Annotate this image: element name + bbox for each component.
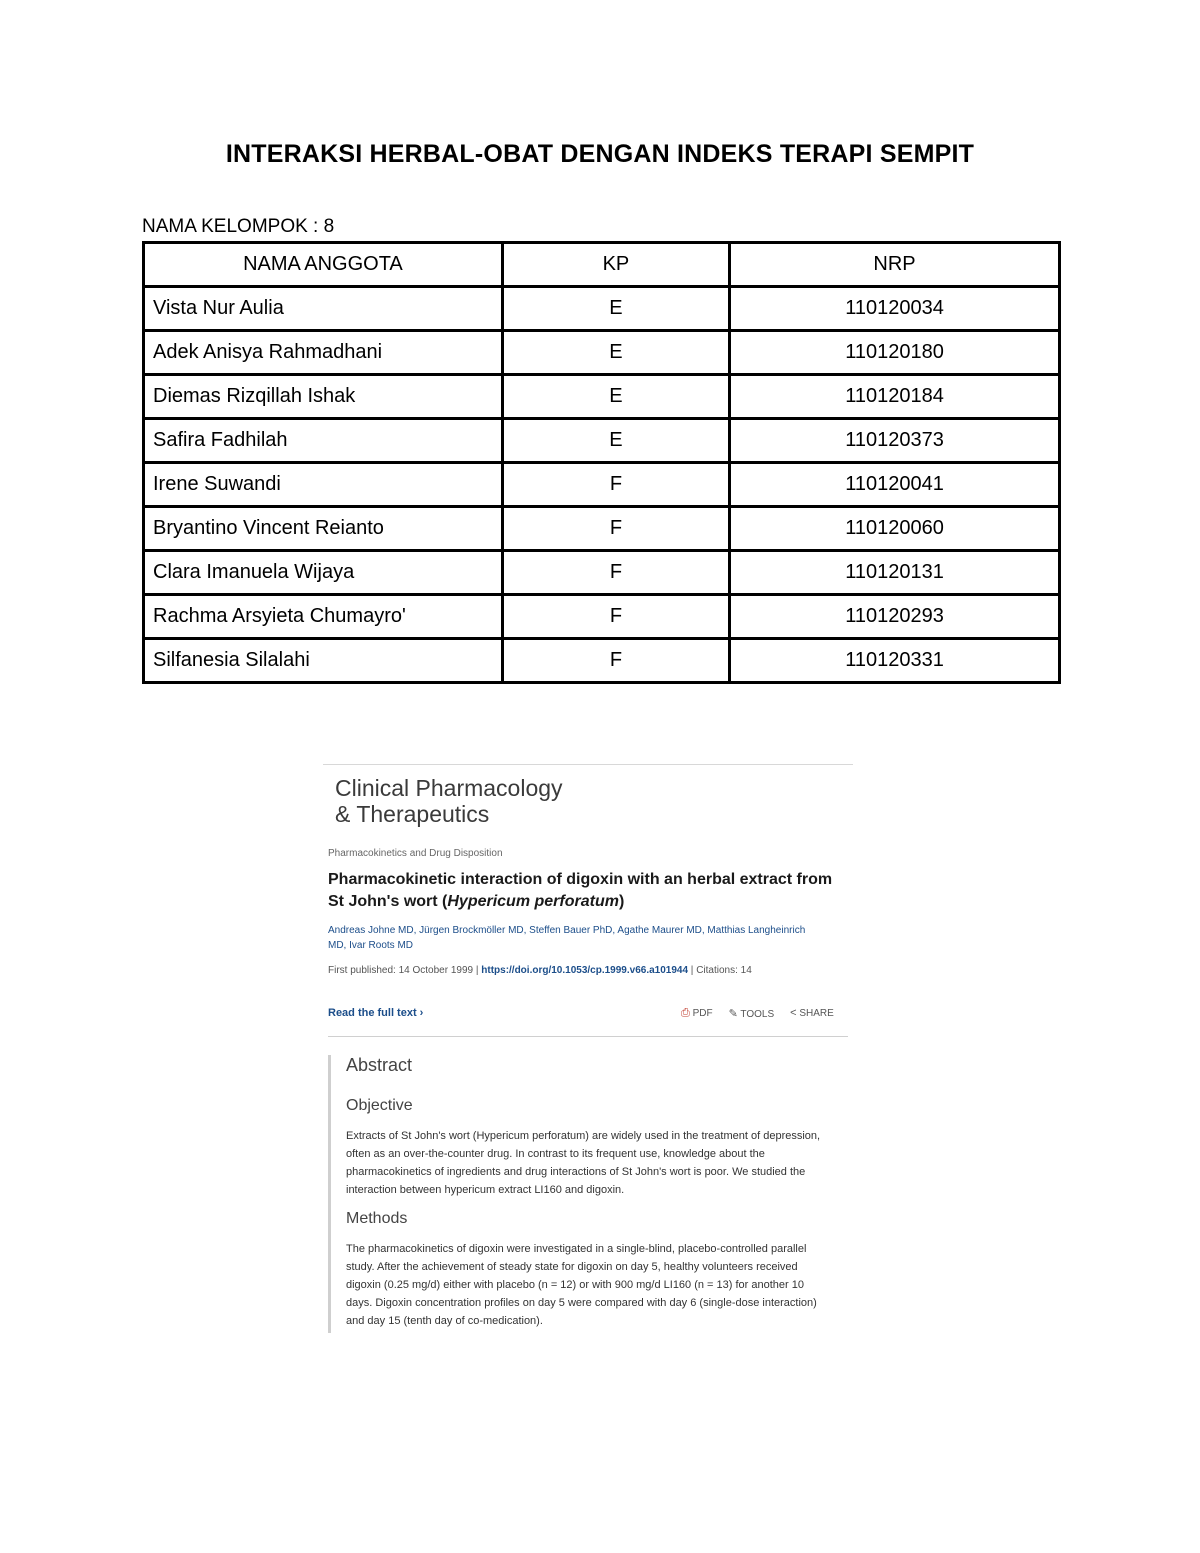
pdf-icon: ⎙ <box>681 1007 690 1019</box>
member-nrp: 110120180 <box>730 331 1060 375</box>
member-kp: F <box>502 463 729 507</box>
member-kp: E <box>502 287 729 331</box>
share-button[interactable]: < SHARE <box>790 1007 834 1019</box>
member-kp: F <box>502 639 729 683</box>
journal-name: Clinical Pharmacology & Therapeutics <box>335 775 563 827</box>
member-nrp: 110120331 <box>730 639 1060 683</box>
member-kp: E <box>502 419 729 463</box>
table-row <box>144 419 1060 463</box>
divider <box>328 1036 848 1037</box>
group-label: NAMA KELOMPOK : 8 <box>142 216 335 237</box>
member-name: Irene Suwandi <box>144 463 503 507</box>
article-screenshot <box>323 764 853 1333</box>
article-tools <box>681 1007 834 1020</box>
member-name: Vista Nur Aulia <box>144 287 503 331</box>
member-kp: F <box>502 507 729 551</box>
table-row <box>144 507 1060 551</box>
member-nrp: 110120131 <box>730 551 1060 595</box>
table-row <box>144 463 1060 507</box>
table-row <box>144 551 1060 595</box>
objective-heading: Objective <box>346 1097 413 1114</box>
table-row <box>144 287 1060 331</box>
member-nrp: 110120184 <box>730 375 1060 419</box>
header-name: NAMA ANGGOTA <box>144 243 503 287</box>
member-kp: E <box>502 375 729 419</box>
abstract-section <box>328 1055 843 1333</box>
article-authors[interactable]: Andreas Johne MD, Jürgen Brockmöller MD, Steffen Bauer PhD, Agathe Maurer MD, Matthias Langheinrich MD, Ivar Roots MD <box>328 925 806 951</box>
member-kp: E <box>502 331 729 375</box>
member-name: Diemas Rizqillah Ishak <box>144 375 503 419</box>
member-name: Rachma Arsyieta Chumayro' <box>144 595 503 639</box>
member-name: Clara Imanuela Wijaya <box>144 551 503 595</box>
read-full-text-link[interactable]: Read the full text › <box>328 1007 424 1019</box>
header-nrp: NRP <box>730 243 1060 287</box>
member-name: Adek Anisya Rahmadhani <box>144 331 503 375</box>
table-row <box>144 639 1060 683</box>
table-row <box>144 595 1060 639</box>
member-name: Silfanesia Silalahi <box>144 639 503 683</box>
member-name: Safira Fadhilah <box>144 419 503 463</box>
member-nrp: 110120041 <box>730 463 1060 507</box>
member-nrp: 110120034 <box>730 287 1060 331</box>
methods-text: The pharmacokinetics of digoxin were investigated in a single-blind, placebo-controlled parallel study. After the achievement of steady state for digoxin on day 5, healthy volunteers received digoxin (0.25 mg/d) either with placebo (n = 12) or with 900 mg/d LI160 (n = 13) for another 10 days. Digoxin concentration profiles on day 5 were compared with day 6 (single-dose interaction) and day 15 (tenth day of co-medication). <box>346 1243 817 1327</box>
table-header-row <box>144 243 1060 287</box>
objective-text: Extracts of St John's wort (Hypericum perforatum) are widely used in the treatment of depression, often as an over-the-counter drug. In contrast to its frequent use, knowledge about the pharmacokinetics of ingredients and drug interactions of St John's wort is poor. We studied the interaction between hypericum extract LI160 and digoxin. <box>346 1130 821 1196</box>
member-nrp: 110120293 <box>730 595 1060 639</box>
tools-button[interactable]: ✎ TOOLS <box>728 1008 775 1020</box>
member-name: Bryantino Vincent Reianto <box>144 507 503 551</box>
article-pubinfo: First published: 14 October 1999 | https://doi.org/10.1053/cp.1999.v66.a101944 | Citations: 14 <box>328 965 752 976</box>
members-table <box>142 241 1061 684</box>
methods-heading: Methods <box>346 1210 408 1227</box>
header-kp: KP <box>502 243 729 287</box>
member-kp: F <box>502 595 729 639</box>
share-icon: < <box>790 1007 797 1019</box>
pdf-button[interactable]: ⎙ PDF <box>681 1007 713 1019</box>
wrench-icon: ✎ <box>728 1008 738 1020</box>
table-row <box>144 375 1060 419</box>
abstract-heading: Abstract <box>346 1055 413 1075</box>
doi-link[interactable]: https://doi.org/10.1053/cp.1999.v66.a101944 <box>481 965 689 976</box>
member-nrp: 110120373 <box>730 419 1060 463</box>
member-kp: F <box>502 551 729 595</box>
document-title: INTERAKSI HERBAL-OBAT DENGAN INDEKS TERAPI SEMPIT <box>225 140 975 168</box>
table-row <box>144 331 1060 375</box>
member-nrp: 110120060 <box>730 507 1060 551</box>
article-section: Pharmacokinetics and Drug Disposition <box>328 848 503 859</box>
article-title: Pharmacokinetic interaction of digoxin with an herbal extract from St John's wort (Hypericum perforatum) <box>328 871 833 910</box>
